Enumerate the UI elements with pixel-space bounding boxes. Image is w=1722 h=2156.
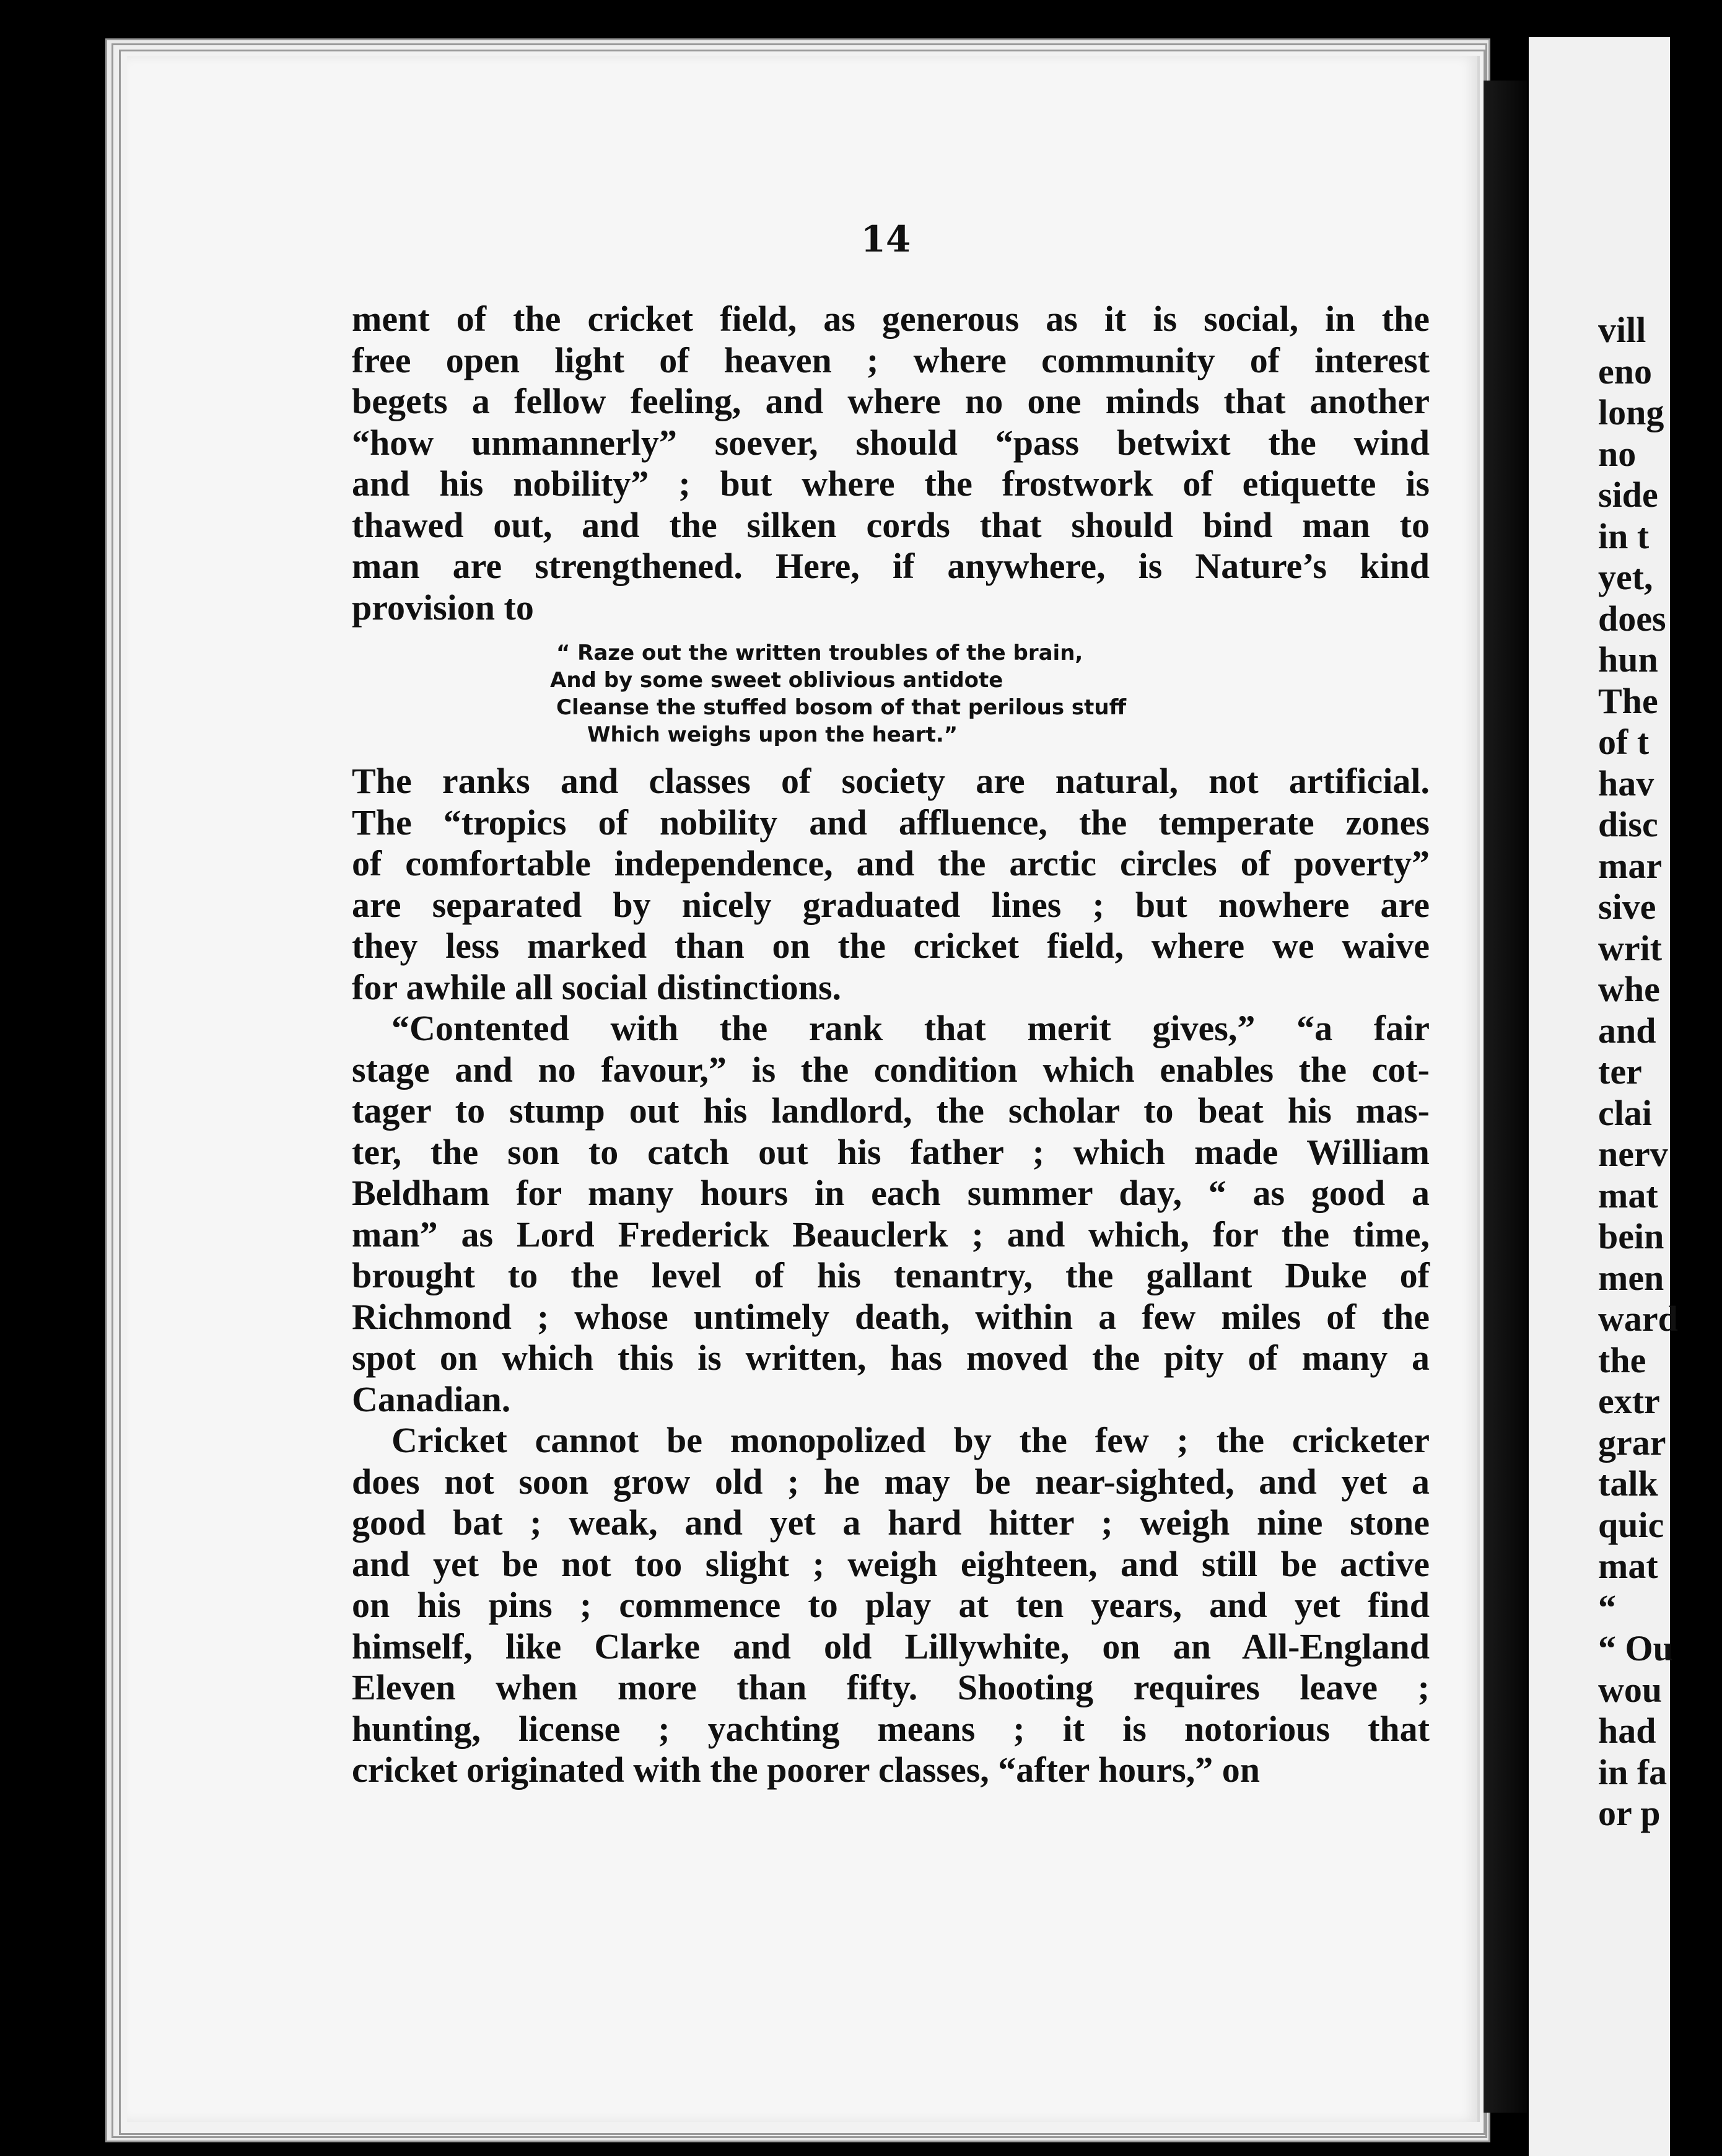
right-page-line-fragment: ter bbox=[1598, 1051, 1642, 1092]
right-page-line-fragment: ward bbox=[1598, 1299, 1678, 1339]
paragraph-1-line: thawed out, and the silken cords that should bind man to bbox=[352, 504, 1430, 545]
right-page-line-fragment: quic bbox=[1598, 1504, 1664, 1545]
paragraph-3-line: spot on which this is written, has moved the pity of many a bbox=[352, 1338, 1430, 1378]
paragraph-2-line: they less marked than on the cricket field, where we waive bbox=[352, 926, 1430, 966]
paragraph-4 bbox=[352, 1420, 1430, 1791]
paragraph-3-line: brought to the level of his tenantry, the gallant Duke of bbox=[352, 1255, 1430, 1295]
right-page-line-fragment: mar bbox=[1598, 845, 1663, 886]
right-page-line-fragment: whe bbox=[1598, 969, 1660, 1009]
paragraph-4-line: and yet be not too slight ; weigh eighteen, and still be active bbox=[352, 1543, 1430, 1584]
paragraph-3 bbox=[352, 1008, 1430, 1420]
paragraph-4-line: good bat ; weak, and yet a hard hitter ; weigh nine stone bbox=[352, 1502, 1430, 1543]
right-page-line-fragment: bein bbox=[1598, 1216, 1664, 1256]
right-page-line-fragment: yet, bbox=[1598, 557, 1653, 597]
paragraph-4-line: on his pins ; commence to play at ten years, and yet find bbox=[352, 1585, 1430, 1625]
right-page-line-fragment: vill bbox=[1598, 310, 1646, 350]
right-page-line-fragment: disc bbox=[1598, 804, 1658, 844]
paragraph-3-line: ter, the son to catch out his father ; which made William bbox=[352, 1131, 1430, 1172]
right-page-line-fragment: extr bbox=[1598, 1381, 1660, 1421]
right-page-line-fragment: wou bbox=[1598, 1669, 1663, 1710]
right-page-line-fragment: nerv bbox=[1598, 1134, 1668, 1174]
paragraph-3-line: man” as Lord Frederick Beauclerk ; and which, for the time, bbox=[352, 1214, 1430, 1255]
left-page-body bbox=[352, 299, 1430, 1791]
paragraph-3-line: Canadian. bbox=[352, 1378, 511, 1419]
paragraph-2-line: The ranks and classes of society are natural, not artificial. bbox=[352, 761, 1430, 801]
paragraph-1-line: ment of the cricket field, as generous as it is social, in the bbox=[352, 299, 1430, 339]
right-page-line-fragment: grar bbox=[1598, 1422, 1666, 1463]
paragraph-4-line: cricket originated with the poorer classes, “after hours,” on bbox=[352, 1750, 1260, 1790]
paragraph-3-line: tager to stump out his landlord, the scholar to beat his mas- bbox=[352, 1090, 1430, 1131]
right-page-line-fragment: The bbox=[1598, 680, 1658, 721]
quote-line: And by some sweet oblivious antidote bbox=[550, 668, 1003, 693]
quote-line: Which weighs upon the heart.” bbox=[587, 722, 958, 747]
paragraph-1 bbox=[352, 299, 1430, 628]
right-page-line-fragment: or p bbox=[1598, 1793, 1661, 1833]
paragraph-2-line: for awhile all social distinctions. bbox=[352, 966, 842, 1007]
right-page-line-fragment: clai bbox=[1598, 1092, 1652, 1133]
paragraph-1-line: man are strengthened. Here, if anywhere, is Nature’s kind bbox=[352, 546, 1430, 586]
paragraph-4-line: himself, like Clarke and old Lillywhite, on an All-England bbox=[352, 1626, 1430, 1667]
right-page-line-fragment: in fa bbox=[1598, 1751, 1667, 1792]
right-page-line-fragment: the bbox=[1598, 1339, 1646, 1380]
paragraph-1-line: provision to bbox=[352, 587, 534, 628]
paragraph-3-line: Beldham for many hours in each summer day, “ as good a bbox=[352, 1173, 1430, 1213]
paragraph-2 bbox=[352, 761, 1430, 1008]
right-page-line-fragment: does bbox=[1598, 598, 1666, 639]
right-page-text-fragments bbox=[1598, 310, 1722, 1834]
right-page-line-fragment: sive bbox=[1598, 887, 1656, 927]
paragraphs-after-quote bbox=[352, 761, 1430, 1791]
right-page-line-fragment: had bbox=[1598, 1711, 1656, 1751]
right-page-line-fragment: side bbox=[1598, 475, 1658, 515]
right-page-line-fragment: hav bbox=[1598, 763, 1654, 804]
paragraph-1-line: and his nobility” ; but where the frostwork of etiquette is bbox=[352, 463, 1430, 504]
quote-line: “ Raze out the written troubles of the brain, bbox=[556, 641, 1083, 665]
right-page-line-fragment: no bbox=[1598, 433, 1637, 474]
paragraph-1-line: “how unmannerly” soever, should “pass betwixt the wind bbox=[352, 422, 1430, 463]
right-page-line-fragment: “ Ou bbox=[1598, 1628, 1673, 1668]
right-page-line-fragment: talk bbox=[1598, 1463, 1658, 1504]
page-number: 14 bbox=[860, 218, 911, 260]
paragraph-3-line: stage and no favour,” is the condition which enables the cot- bbox=[352, 1049, 1430, 1090]
paragraph-2-line: are separated by nicely graduated lines ; but nowhere are bbox=[352, 884, 1430, 925]
quote-line: Cleanse the stuffed bosom of that perilous stuff bbox=[556, 695, 1127, 720]
paragraph-4-line: Eleven when more than fifty. Shooting requires leave ; bbox=[352, 1667, 1430, 1707]
paragraph-4-line: does not soon grow old ; he may be near-sighted, and yet a bbox=[352, 1461, 1430, 1502]
book-gutter bbox=[1484, 81, 1527, 2113]
right-page-line-fragment: long bbox=[1598, 392, 1664, 432]
paragraph-4-line: Cricket cannot be monopolized by the few ; the cricketer bbox=[391, 1420, 1430, 1460]
right-page-line-fragment: of t bbox=[1598, 722, 1650, 762]
paragraph-2-line: The “tropics of nobility and affluence, the temperate zones bbox=[352, 802, 1430, 843]
paragraph-1-line: begets a fellow feeling, and where no one minds that another bbox=[352, 381, 1430, 421]
verse-quotation bbox=[352, 639, 1430, 748]
right-page-line-fragment: eno bbox=[1598, 351, 1652, 392]
paragraph-3-line: Richmond ; whose untimely death, within a few miles of the bbox=[352, 1296, 1430, 1337]
right-page-line-fragment: mat bbox=[1598, 1546, 1658, 1586]
right-page-line-fragment: men bbox=[1598, 1257, 1664, 1298]
right-page-line-fragment: “ bbox=[1598, 1587, 1616, 1628]
right-page-line-fragment: mat bbox=[1598, 1175, 1658, 1216]
paragraph-2-line: of comfortable independence, and the arctic circles of poverty” bbox=[352, 843, 1430, 883]
paragraph-3-line: “Contented with the rank that merit gives,” “a fair bbox=[391, 1008, 1430, 1048]
right-page-line-fragment: in t bbox=[1598, 515, 1650, 556]
right-page-line-fragment: and bbox=[1598, 1010, 1656, 1051]
right-page-line-fragment: hun bbox=[1598, 639, 1658, 680]
paragraph-4-line: hunting, license ; yachting means ; it is notorious that bbox=[352, 1708, 1430, 1749]
right-page-line-fragment: writ bbox=[1598, 927, 1663, 968]
paragraph-1-line: free open light of heaven ; where community of interest bbox=[352, 340, 1430, 380]
